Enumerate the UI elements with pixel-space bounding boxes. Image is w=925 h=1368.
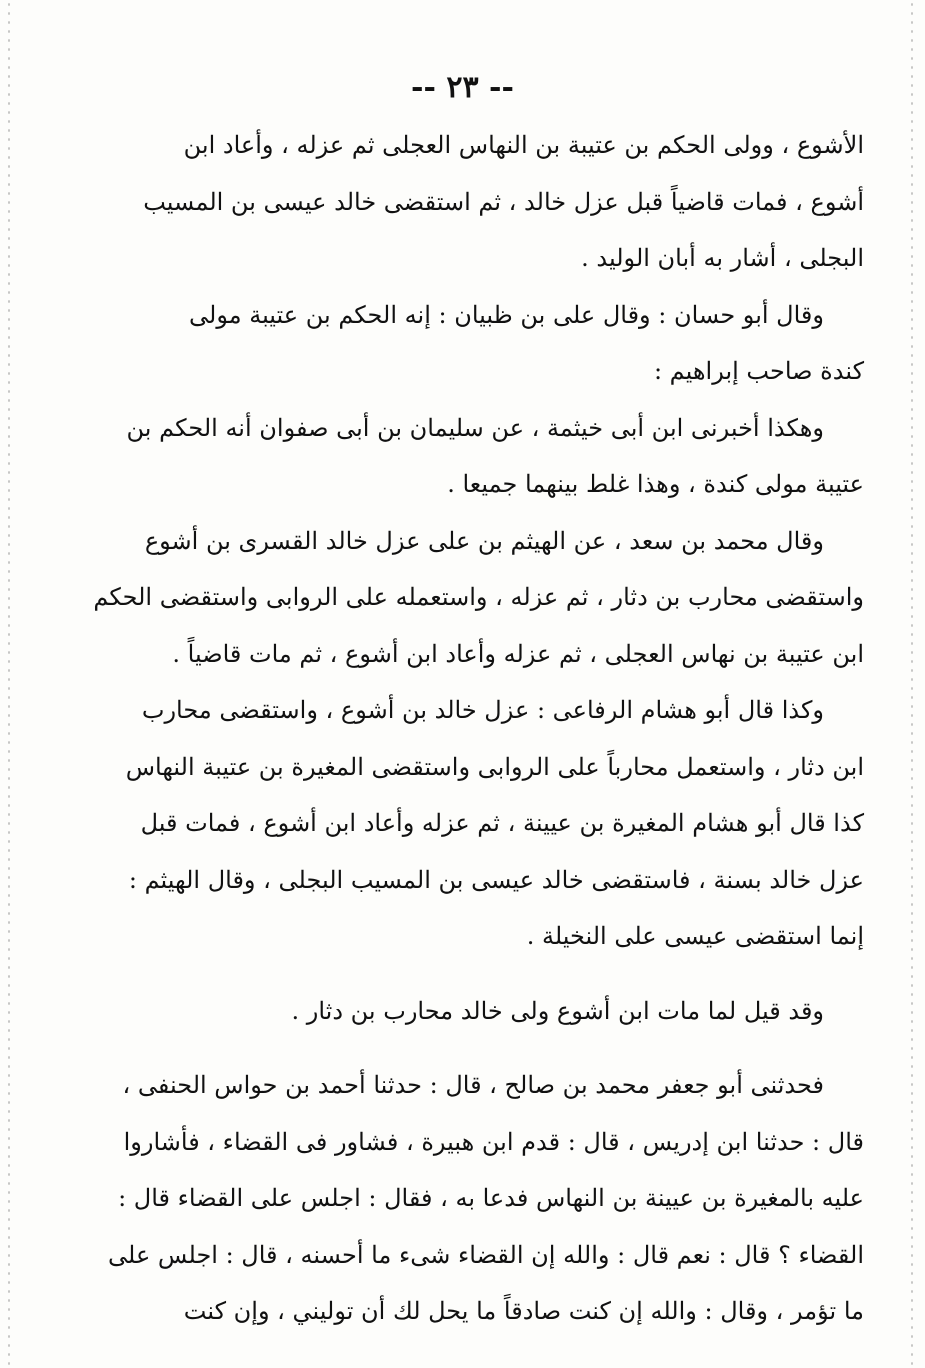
text-line: الأشوع ، وولى الحكم بن عتيبة بن النهاس العجلى ثم عزله ، وأعاد ابن <box>183 131 864 159</box>
paragraph <box>108 1057 864 1340</box>
text-line: كذا قال أبو هشام المغيرة بن عيينة ، ثم عزله وأعاد ابن أشوع ، فمات قبل <box>140 809 864 837</box>
text-line: وهكذا أخبرنى ابن أبى خيثمة ، عن سليمان بن أبى صفوان أنه الحكم بن <box>126 413 824 442</box>
text-line: عتيبة مولى كندة ، وهذا غلط بينهما جميعا . <box>447 470 864 498</box>
text-line: ما تؤمر ، وقال : والله إن كنت صادقاً ما يحل لك أن توليني ، وإن كنت <box>183 1297 864 1325</box>
text-line: ابن عتيبة بن نهاس العجلى ، ثم عزله وأعاد ابن أشوع ، ثم مات قاضياً . <box>172 639 864 668</box>
text-line: وكذا قال أبو هشام الرفاعى : عزل خالد بن أشوع ، واستقضى محارب <box>141 696 824 724</box>
body-text <box>93 117 864 1340</box>
text-line: القضاء ؟ قال : نعم قال : والله إن القضاء شىء ما أحسنه ، قال : اجلس على <box>108 1240 864 1269</box>
text-line: عليه بالمغيرة بن عيينة بن النهاس فدعا به ، فقال : اجلس على القضاء قال : <box>118 1184 864 1212</box>
text-line: وقال محمد بن سعد ، عن الهيثم بن على عزل خالد القسرى بن أشوع <box>144 526 824 555</box>
paragraph <box>126 400 864 513</box>
text-line: عزل خالد بسنة ، فاستقضى خالد عيسى بن المسيب البجلى ، وقال الهيثم : <box>128 865 864 894</box>
text-line: قال : حدثنا ابن إدريس ، قال : قدم ابن هبيرة ، فشاور فى القضاء ، فأشاروا <box>123 1127 864 1156</box>
text-line: فحدثنى أبو جعفر محمد بن صالح ، قال : حدثنا أحمد بن حواس الحنفى ، <box>122 1071 824 1099</box>
text-line: البجلى ، أشار به أبان الوليد . <box>581 244 864 272</box>
text-line: أشوع ، فمات قاضياً قبل عزل خالد ، ثم استقضى خالد عيسى بن المسيب <box>143 187 864 216</box>
left-page-edge <box>6 0 12 1368</box>
paragraph <box>143 117 864 287</box>
paragraph <box>189 287 864 400</box>
paragraph <box>232 983 864 1040</box>
text-line: وقد قيل لما مات ابن أشوع ولى خالد محارب بن دثار . <box>291 996 824 1025</box>
text-line: إنما استقضى عيسى على النخيلة . <box>526 922 864 950</box>
text-line: كندة صاحب إبراهيم : <box>653 357 864 385</box>
page-number: -- ٢٣ -- <box>411 70 514 105</box>
paragraph <box>93 513 864 683</box>
text-line: واستقضى محارب بن دثار ، ثم عزله ، واستعمله على الروابى واستقضى الحكم <box>93 583 864 611</box>
text-line: ابن دثار ، واستعمل محارباً على الروابى واستقضى المغيرة بن عتيبة النهاس <box>125 752 864 781</box>
paragraph <box>125 682 864 965</box>
text-line: وقال أبو حسان : وقال على بن ظبيان : إنه الحكم بن عتيبة مولى <box>189 300 824 329</box>
right-page-edge <box>909 0 915 1368</box>
